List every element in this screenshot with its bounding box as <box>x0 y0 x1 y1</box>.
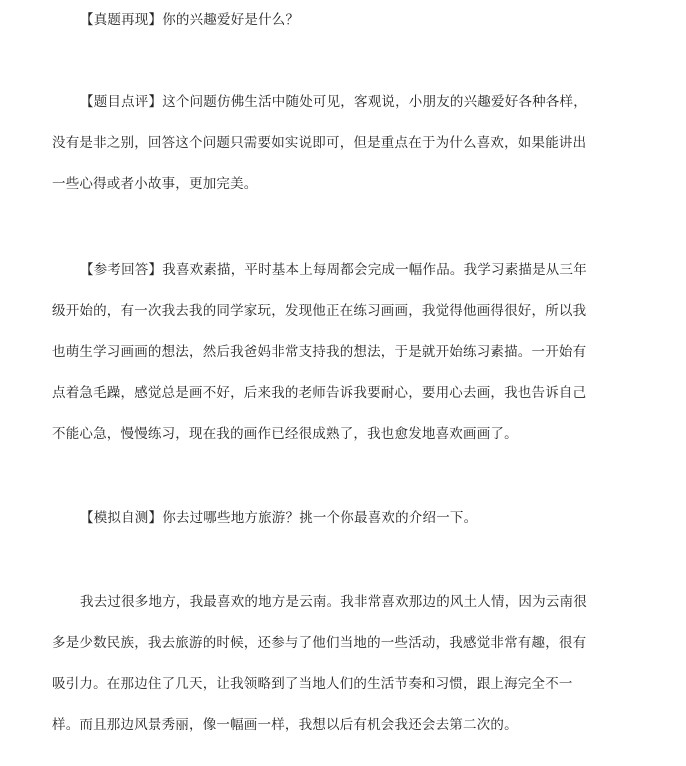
text-line: 一些心得或者小故事，更加完美。 <box>52 176 258 192</box>
text-line: 【参考回答】我喜欢素描，平时基本上每周都会完成一幅作品。我学习素描是从三年 <box>80 262 587 278</box>
paragraph-sample-answer <box>52 582 612 746</box>
paragraph-reference-answer <box>52 250 612 455</box>
text-line: 【模拟自测】你去过哪些地方旅游？挑一个你最喜欢的介绍一下。 <box>80 510 478 526</box>
text-line: 样。而且那边风景秀丽，像一幅画一样，我想以后有机会我还会去第二次的。 <box>52 717 518 733</box>
text-line: 点着急毛躁，感觉总是画不好，后来我的老师告诉我要耐心，要用心去画，我也告诉自己 <box>52 385 587 401</box>
text-line: 多是少数民族，我去旅游的时候，还参与了他们当地的一些活动，我感觉非常有趣，很有 <box>52 635 587 651</box>
paragraph-self-test <box>52 498 612 539</box>
text-line: 【题目点评】这个问题仿佛生活中随处可见，客观说，小朋友的兴趣爱好各种各样， <box>80 94 587 110</box>
text-line: 我去过很多地方，我最喜欢的地方是云南。我非常喜欢那边的风土人情，因为云南很 <box>80 594 587 610</box>
text-line: 不能心急，慢慢练习，现在我的画作已经很成熟了，我也愈发地喜欢画画了。 <box>52 426 518 442</box>
text-line: 吸引力。在那边住了几天，让我领略到了当地人们的生活节奏和习惯，跟上海完全不一 <box>52 676 573 692</box>
paragraph-comment <box>52 82 612 205</box>
text-line: 级开始的，有一次我去我的同学家玩，发现他正在练习画画，我觉得他画得很好，所以我 <box>52 303 587 319</box>
text-line: 没有是非之别，回答这个问题只需要如实说即可，但是重点在于为什么喜欢，如果能讲出 <box>52 135 587 151</box>
paragraph-question <box>52 0 612 41</box>
text-line: 【真题再现】你的兴趣爱好是什么？ <box>80 12 300 28</box>
text-line: 也萌生学习画画的想法，然后我爸妈非常支持我的想法，于是就开始练习素描。一开始有 <box>52 344 587 360</box>
